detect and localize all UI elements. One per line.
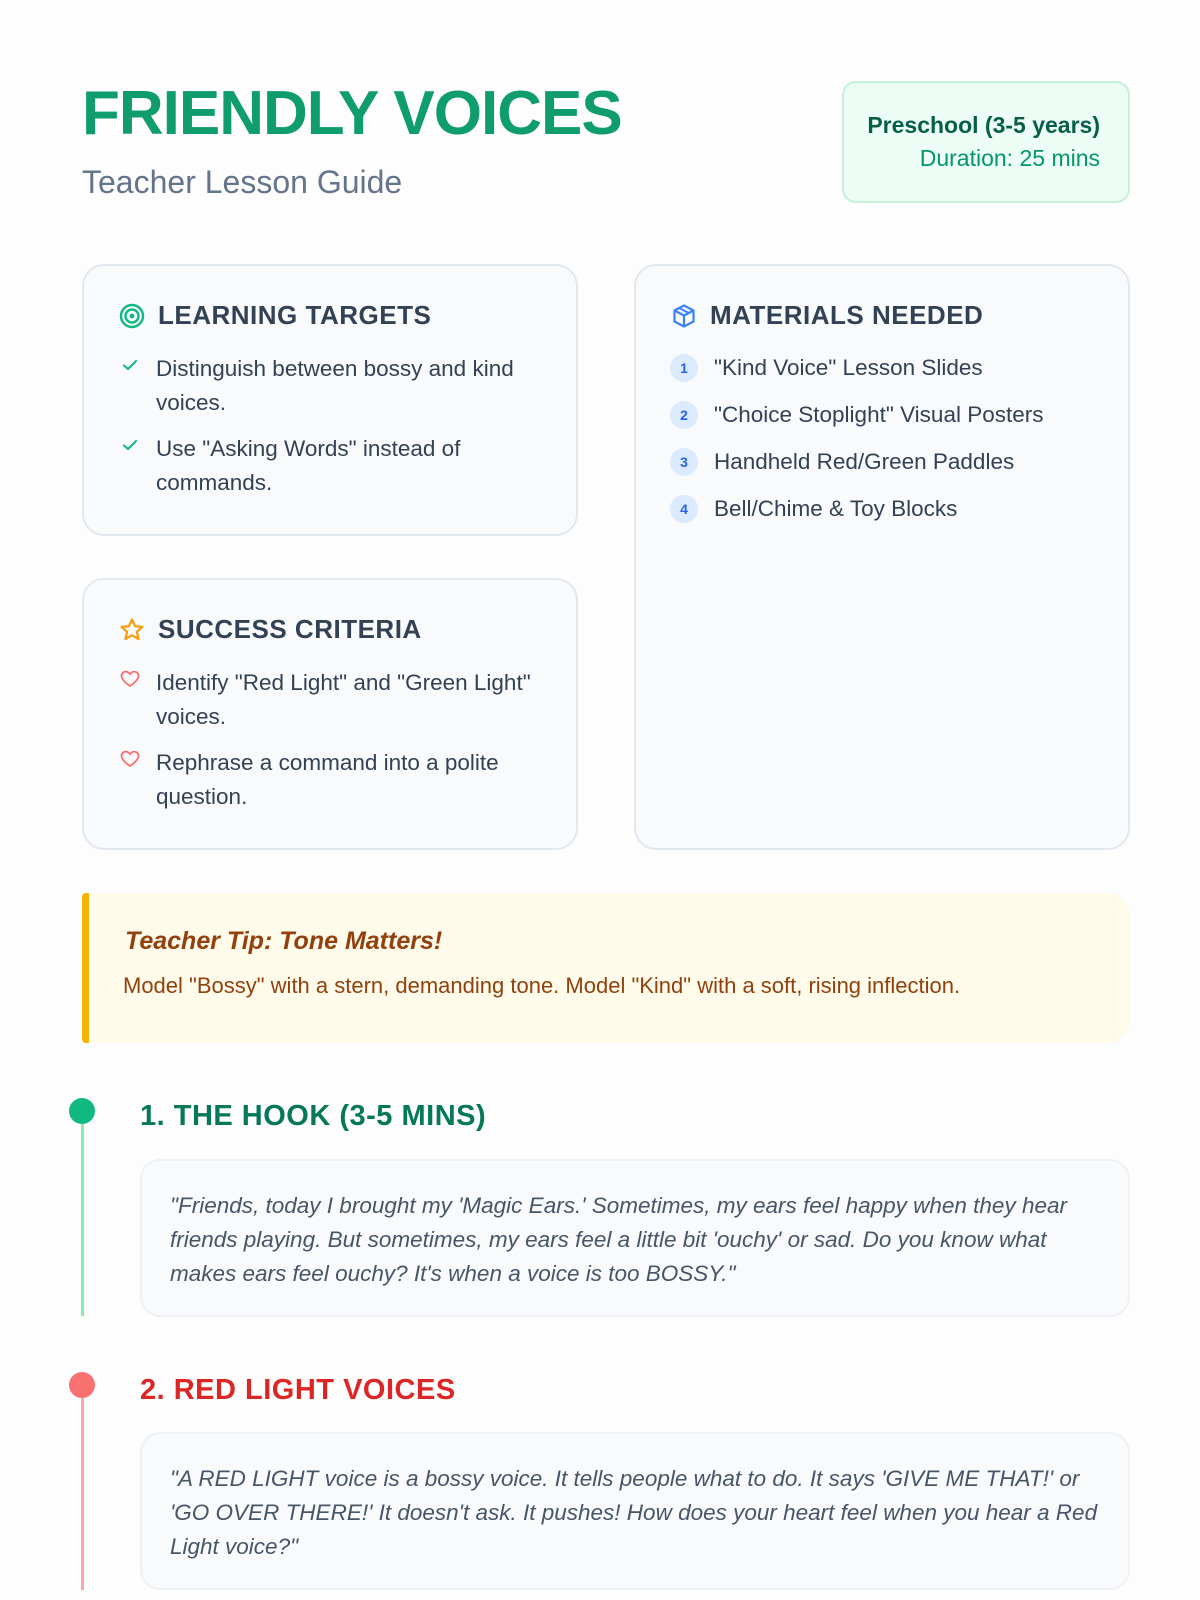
tip-body: Model "Bossy" with a stern, demanding tone. Model "Kind" with a soft, rising inflection. [123, 973, 961, 998]
check-icon [118, 432, 142, 454]
material-text: "Choice Stoplight" Visual Posters [714, 402, 1044, 427]
list-item [118, 432, 546, 500]
material-text: Bell/Chime & Toy Blocks [714, 496, 958, 521]
list-item [118, 352, 546, 420]
number-badge: 2 [670, 401, 698, 429]
list-item [118, 746, 546, 814]
materials-card [634, 264, 1130, 850]
number-badge: 3 [670, 448, 698, 476]
success-criteria-card [82, 578, 578, 850]
list-item [670, 446, 1108, 478]
step-script: "Friends, today I brought my 'Magic Ears.' Sometimes, my ears feel happy when they hear friends playing. But sometimes, my ears feel a little bit 'ouchy' or sad. Do you know what makes ears feel ouchy? It's when a voice is too BOSSY." [140, 1159, 1130, 1317]
success-criteria-heading: SUCCESS CRITERIA [158, 614, 422, 644]
timeline-line [81, 1124, 84, 1316]
step-title: 1. THE HOOK (3-5 MINS) [140, 1100, 487, 1132]
material-text: Handheld Red/Green Paddles [714, 449, 1015, 474]
lesson-meta-badge [842, 81, 1130, 203]
success-criterion-text: Identify "Red Light" and "Green Light" voices. [156, 670, 531, 729]
list-item [670, 493, 1108, 525]
page-title: FRIENDLY VOICES [82, 79, 622, 148]
step-script: "A RED LIGHT voice is a bossy voice. It tells people what to do. It says 'GIVE ME THAT!' or 'GO OVER THERE!' It doesn't ask. It pushes! How does your heart feel when you hear a Red Light voice?" [140, 1432, 1130, 1590]
timeline-dot [69, 1098, 95, 1124]
duration: Duration: 25 mins [919, 145, 1100, 171]
number-badge: 4 [670, 495, 698, 523]
list-item [670, 352, 1108, 384]
tip-title: Teacher Tip: Tone Matters! [125, 927, 443, 955]
check-icon [118, 352, 142, 374]
list-item [670, 399, 1108, 431]
materials-heading: MATERIALS NEEDED [710, 300, 984, 330]
success-criterion-text: Rephrase a command into a polite question. [156, 750, 499, 809]
heart-icon [118, 746, 142, 768]
star-icon [118, 616, 146, 644]
heart-icon [118, 666, 142, 688]
number-badge: 1 [670, 354, 698, 382]
timeline-dot [69, 1372, 95, 1398]
list-item [118, 666, 546, 734]
target-icon [118, 302, 146, 330]
material-text: "Kind Voice" Lesson Slides [714, 355, 983, 380]
learning-targets-heading: LEARNING TARGETS [158, 300, 432, 330]
age-level: Preschool (3-5 years) [867, 112, 1100, 138]
learning-target-text: Use "Asking Words" instead of commands. [156, 436, 461, 495]
learning-targets-card [82, 264, 578, 536]
box-icon [670, 302, 698, 330]
teacher-tip-callout [82, 893, 1130, 1043]
timeline-line [81, 1398, 84, 1590]
page-subtitle: Teacher Lesson Guide [82, 164, 403, 200]
step-title: 2. RED LIGHT VOICES [140, 1374, 456, 1406]
learning-target-text: Distinguish between bossy and kind voices. [156, 356, 514, 415]
